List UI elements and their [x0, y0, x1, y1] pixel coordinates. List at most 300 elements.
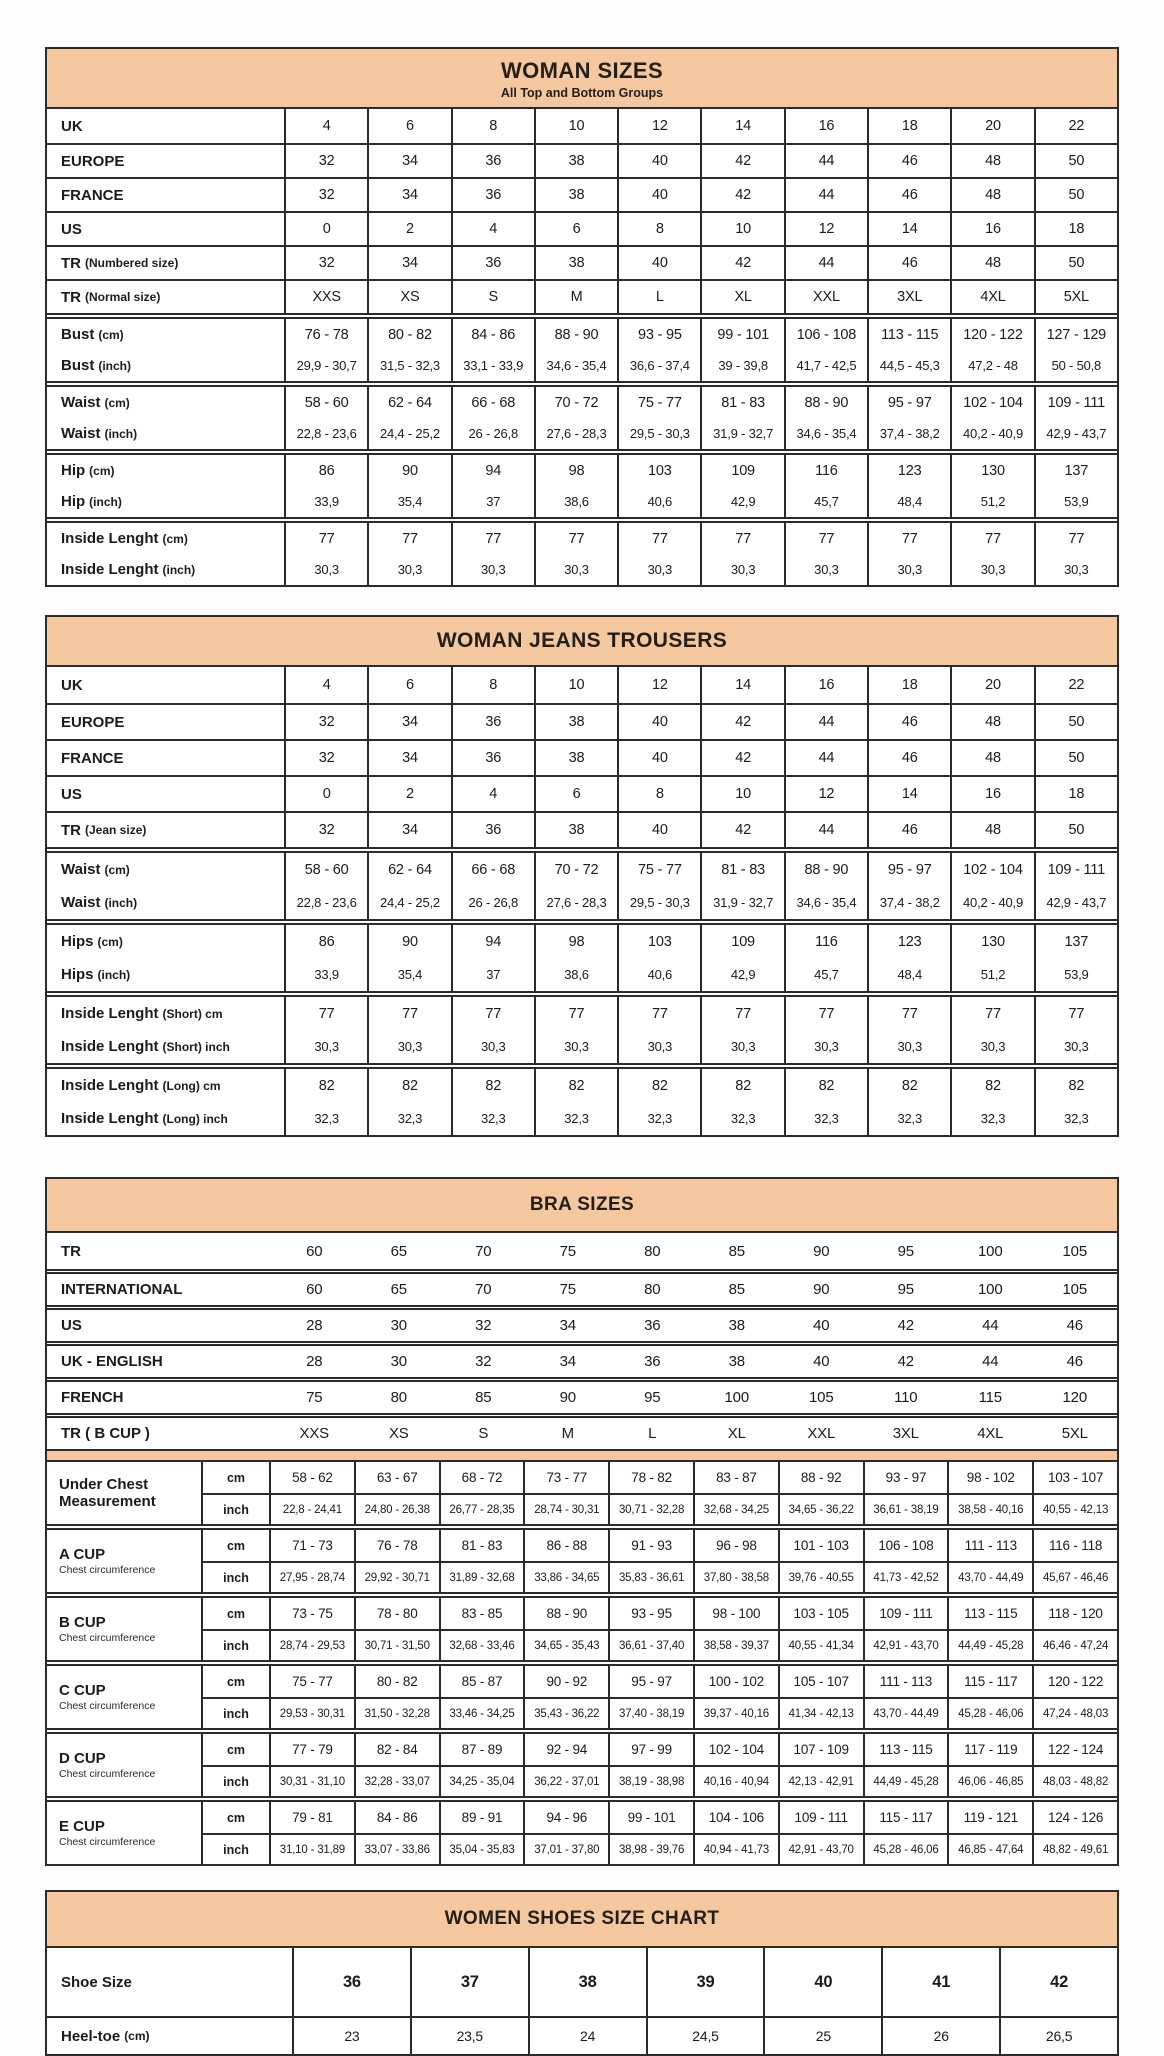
size-value: 102 - 104: [950, 853, 1033, 886]
size-value: 42,91 - 43,70: [863, 1631, 948, 1660]
size-value: 109 - 111: [1034, 853, 1117, 886]
size-value: 34: [559, 1317, 576, 1334]
woman-sizes-body: [47, 109, 1117, 585]
size-value: 8: [617, 213, 700, 245]
size-value: 70 - 72: [534, 853, 617, 886]
size-value: 77: [367, 523, 450, 554]
row-label: Bust (inch): [61, 357, 132, 374]
size-value: 42,9: [700, 486, 783, 517]
size-value: 96 - 98: [693, 1530, 778, 1561]
woman-jeans-table: [45, 615, 1119, 1137]
size-value: 42: [700, 145, 783, 177]
size-value: 94 - 96: [523, 1802, 608, 1833]
size-value: 95: [644, 1389, 661, 1406]
size-value: 109 - 111: [1034, 387, 1117, 418]
size-value: 39,76 - 40,55: [778, 1563, 863, 1592]
size-value: 36,6 - 37,4: [617, 350, 700, 381]
size-value: 38,98 - 39,76: [608, 1835, 693, 1864]
size-value: 38: [534, 741, 617, 775]
shoes-header: [47, 1892, 1117, 1948]
size-value: 44: [784, 145, 867, 177]
size-value: 75: [306, 1389, 323, 1406]
size-value: 37,01 - 37,80: [523, 1835, 608, 1864]
size-value: 40,6: [617, 486, 700, 517]
table-row-group: [47, 381, 1117, 449]
size-value: 36: [451, 145, 534, 177]
size-value: 85: [728, 1242, 745, 1260]
size-value: 46,06 - 46,85: [947, 1767, 1032, 1796]
size-value: XL: [727, 1425, 746, 1442]
size-value: 32,3: [534, 1102, 617, 1135]
row-label: C CUP Chest circumference: [47, 1666, 203, 1728]
size-value: 40,2 - 40,9: [950, 886, 1033, 919]
row-label: EUROPE: [61, 152, 125, 170]
size-value: 42: [700, 179, 783, 211]
size-value: 35,4: [367, 958, 450, 991]
size-value: 111 - 113: [947, 1530, 1032, 1561]
size-value: 31,9 - 32,7: [700, 886, 783, 919]
size-value: 38,19 - 38,98: [608, 1767, 693, 1796]
size-value: 45,7: [784, 486, 867, 517]
size-value: 2: [367, 213, 450, 245]
table-row: [203, 1561, 1117, 1592]
size-value: 30,3: [617, 1030, 700, 1063]
size-value: 92 - 94: [523, 1734, 608, 1765]
size-value: 44: [784, 741, 867, 775]
size-value: 48,4: [867, 486, 950, 517]
size-value: 44: [982, 1353, 999, 1370]
row-label: Shoe Size: [61, 1973, 132, 1991]
size-value: 90: [367, 455, 450, 486]
size-value: 12: [617, 109, 700, 143]
size-value: L: [648, 1425, 657, 1442]
size-value: 42: [700, 741, 783, 775]
size-value: 103 - 107: [1032, 1462, 1117, 1493]
size-value: 77: [700, 997, 783, 1030]
size-value: 34,65 - 36,22: [778, 1495, 863, 1524]
size-value: 26,77 - 28,35: [439, 1495, 524, 1524]
size-value: 40: [617, 145, 700, 177]
row-label: Inside Lenght (Long) inch: [61, 1110, 228, 1127]
size-value: 30,3: [950, 554, 1033, 585]
table-row: [47, 925, 1117, 958]
size-value: 14: [700, 109, 783, 143]
size-value: 75: [559, 1242, 576, 1260]
size-value: 82: [534, 1069, 617, 1102]
table-row: [203, 1493, 1117, 1524]
size-value: 30,71 - 31,50: [354, 1631, 439, 1660]
size-value: 82: [1034, 1069, 1117, 1102]
size-value: 51,2: [950, 486, 1033, 517]
size-value: 26 - 26,8: [451, 418, 534, 449]
size-value: 0: [284, 213, 367, 245]
size-value: 32,3: [700, 1102, 783, 1135]
size-value: 127 - 129: [1034, 319, 1117, 350]
size-value: 82: [284, 1069, 367, 1102]
size-value: 75: [559, 1281, 576, 1298]
size-value: 53,9: [1034, 958, 1117, 991]
size-value: 46,85 - 47,64: [947, 1835, 1032, 1864]
size-value: 34: [367, 247, 450, 279]
row-label: D CUP Chest circumference: [47, 1734, 203, 1796]
table-row: [47, 1305, 1117, 1341]
table-row-group: [47, 449, 1117, 517]
size-value: 120 - 122: [1032, 1666, 1117, 1697]
size-value: XS: [388, 1425, 409, 1442]
size-value: 90: [367, 925, 450, 958]
table-row: [47, 387, 1117, 418]
size-value: 28: [306, 1353, 323, 1370]
table-row: [47, 1413, 1117, 1449]
size-value: 6: [367, 109, 450, 143]
size-value: 123: [867, 925, 950, 958]
size-value: 62 - 64: [367, 387, 450, 418]
table-row: [47, 775, 1117, 811]
size-value: 37: [451, 958, 534, 991]
size-value: 48,82 - 49,61: [1032, 1835, 1117, 1864]
size-value: 95 - 97: [867, 387, 950, 418]
size-value: 82: [617, 1069, 700, 1102]
table-row-group: [47, 919, 1117, 991]
size-value: 32: [284, 247, 367, 279]
size-value: 48: [950, 247, 1033, 279]
size-value: 91 - 93: [608, 1530, 693, 1561]
size-value: 95 - 97: [608, 1666, 693, 1697]
size-value: 117 - 119: [947, 1734, 1032, 1765]
size-value: 30,3: [700, 1030, 783, 1063]
size-value: 42: [700, 705, 783, 739]
woman-jeans-title: WOMAN JEANS TROUSERS: [436, 629, 728, 652]
size-value: 122 - 124: [1032, 1734, 1117, 1765]
size-value: 42,9 - 43,7: [1034, 418, 1117, 449]
size-value: 8: [451, 667, 534, 703]
size-value: 42: [897, 1353, 914, 1370]
size-value: 73 - 77: [523, 1462, 608, 1493]
size-value: 82: [784, 1069, 867, 1102]
size-value: 45,67 - 46,46: [1032, 1563, 1117, 1592]
size-value: 62 - 64: [367, 853, 450, 886]
table-row: [203, 1598, 1117, 1629]
size-value: 23,5: [410, 2018, 528, 2054]
size-value: 77: [284, 997, 367, 1030]
unit-label: inch: [223, 1706, 249, 1721]
size-value: 30,3: [867, 1030, 950, 1063]
table-row: [47, 853, 1117, 886]
size-value: 24,5: [646, 2018, 764, 2054]
bra-sizes-header: [47, 1179, 1117, 1233]
row-label: UK: [61, 676, 83, 694]
table-row: [47, 739, 1117, 775]
table-row: [203, 1765, 1117, 1796]
table-row: [47, 997, 1117, 1030]
size-value: 36: [644, 1317, 661, 1334]
size-value: 30,3: [867, 554, 950, 585]
size-value: 89 - 91: [439, 1802, 524, 1833]
size-value: 88 - 92: [778, 1462, 863, 1493]
size-value: 76 - 78: [284, 319, 367, 350]
size-value: XS: [367, 281, 450, 313]
size-value: 44: [784, 705, 867, 739]
size-value: 12: [617, 667, 700, 703]
size-value: 33,9: [284, 958, 367, 991]
size-value: 36,61 - 37,40: [608, 1631, 693, 1660]
size-value: 84 - 86: [451, 319, 534, 350]
size-value: 32,68 - 33,46: [439, 1631, 524, 1660]
size-value: 98: [534, 455, 617, 486]
woman-sizes-subtitle: All Top and Bottom Groups: [500, 86, 664, 100]
row-label: Inside Lenght (Short) inch: [61, 1038, 230, 1055]
size-value: 75 - 77: [617, 853, 700, 886]
size-value: 33,07 - 33,86: [354, 1835, 439, 1864]
row-label: Hip (cm): [61, 462, 115, 479]
size-value: 47,2 - 48: [950, 350, 1033, 381]
size-value: 81 - 83: [700, 853, 783, 886]
size-value: 12: [784, 213, 867, 245]
size-value: 102 - 104: [950, 387, 1033, 418]
size-value: 41,73 - 42,52: [863, 1563, 948, 1592]
size-value: 29,53 - 30,31: [269, 1699, 354, 1728]
size-value: 36: [451, 179, 534, 211]
size-value: 45,28 - 46,06: [947, 1699, 1032, 1728]
size-value: 42,9 - 43,7: [1034, 886, 1117, 919]
row-label: B CUP Chest circumference: [47, 1598, 203, 1660]
size-value: 46: [1066, 1317, 1083, 1334]
size-value: 48,4: [867, 958, 950, 991]
size-value: 82: [367, 1069, 450, 1102]
size-value: XXL: [784, 281, 867, 313]
row-label: Inside Lenght (cm): [61, 530, 188, 547]
table-row: [203, 1802, 1117, 1833]
unit-label: cm: [226, 1538, 246, 1553]
size-value: 6: [534, 777, 617, 811]
size-value: 98 - 100: [693, 1598, 778, 1629]
size-value: 32,3: [367, 1102, 450, 1135]
size-value: 40: [617, 705, 700, 739]
table-row-group: [47, 991, 1117, 1063]
size-value: 58 - 62: [269, 1462, 354, 1493]
size-value: S: [451, 281, 534, 313]
size-value: 6: [534, 213, 617, 245]
size-value: 37,40 - 38,19: [608, 1699, 693, 1728]
size-value: 32: [475, 1317, 492, 1334]
size-value: 116: [784, 455, 867, 486]
size-value: 77: [367, 997, 450, 1030]
size-value: 79 - 81: [269, 1802, 354, 1833]
size-value: 18: [867, 667, 950, 703]
size-value: 46: [867, 179, 950, 211]
size-value: 4: [451, 777, 534, 811]
woman-sizes-header: [47, 49, 1117, 109]
unit-label: inch: [223, 1774, 249, 1789]
size-value: 33,46 - 34,25: [439, 1699, 524, 1728]
size-value: 103: [617, 455, 700, 486]
size-value: 120: [1062, 1389, 1087, 1406]
size-value: 35,4: [367, 486, 450, 517]
row-label: INTERNATIONAL: [61, 1281, 183, 1298]
size-value: 90 - 92: [523, 1666, 608, 1697]
size-value: 35,83 - 36,61: [608, 1563, 693, 1592]
table-row: [47, 319, 1117, 350]
size-value: 118 - 120: [1032, 1598, 1117, 1629]
bra-sizes-title: BRA SIZES: [529, 1194, 635, 1215]
size-value: 50: [1034, 705, 1117, 739]
cup-group: [47, 1728, 1117, 1796]
size-value: 30,3: [451, 554, 534, 585]
size-value: 77: [867, 997, 950, 1030]
size-value: 87 - 89: [439, 1734, 524, 1765]
size-value: 105 - 107: [778, 1666, 863, 1697]
size-value: 22: [1034, 667, 1117, 703]
size-value: XL: [700, 281, 783, 313]
size-value: 36: [451, 705, 534, 739]
size-value: 30: [390, 1317, 407, 1334]
shoes-body: [47, 1948, 1117, 2054]
unit-label: cm: [226, 1674, 246, 1689]
size-value: 75 - 77: [617, 387, 700, 418]
size-value: 10: [534, 667, 617, 703]
size-value: 14: [867, 213, 950, 245]
size-value: 48: [950, 145, 1033, 177]
size-value: 40: [617, 247, 700, 279]
size-value: 34,6 - 35,4: [534, 350, 617, 381]
size-value: 80 - 82: [354, 1666, 439, 1697]
size-value: 109 - 111: [863, 1598, 948, 1629]
table-row: [203, 1833, 1117, 1864]
table-row: [47, 1069, 1117, 1102]
size-value: 30,71 - 32,28: [608, 1495, 693, 1524]
size-value: 100: [724, 1389, 749, 1406]
size-value: 38,58 - 39,37: [693, 1631, 778, 1660]
size-value: 70: [475, 1242, 492, 1260]
size-value: 39 - 39,8: [700, 350, 783, 381]
table-row: [203, 1666, 1117, 1697]
size-value: 41,34 - 42,13: [778, 1699, 863, 1728]
size-value: 105: [1062, 1281, 1087, 1298]
size-value: 123: [867, 455, 950, 486]
size-value: 37,4 - 38,2: [867, 418, 950, 449]
size-value: 42: [897, 1317, 914, 1334]
table-row: [203, 1629, 1117, 1660]
size-value: 100 - 102: [693, 1666, 778, 1697]
size-value: 98 - 102: [947, 1462, 1032, 1493]
size-value: 20: [950, 667, 1033, 703]
size-value: 38: [534, 813, 617, 847]
size-value: 82: [950, 1069, 1033, 1102]
size-value: 94: [451, 925, 534, 958]
size-value: 37: [410, 1948, 528, 2016]
table-row: [47, 523, 1117, 554]
size-value: 85: [728, 1281, 745, 1298]
row-label: Under Chest Measurement: [47, 1462, 203, 1524]
size-value: 47,24 - 48,03: [1032, 1699, 1117, 1728]
size-value: 38,58 - 40,16: [947, 1495, 1032, 1524]
table-row: [203, 1462, 1117, 1493]
size-value: 32,68 - 34,25: [693, 1495, 778, 1524]
size-value: 32,3: [950, 1102, 1033, 1135]
size-value: 48: [950, 179, 1033, 211]
size-value: 38: [528, 1948, 646, 2016]
size-value: 65: [390, 1242, 407, 1260]
size-value: 66 - 68: [451, 387, 534, 418]
size-value: 31,50 - 32,28: [354, 1699, 439, 1728]
row-label: Waist (inch): [61, 894, 138, 911]
size-value: 30,3: [284, 554, 367, 585]
size-value: 8: [451, 109, 534, 143]
size-value: 16: [950, 777, 1033, 811]
unit-label: inch: [223, 1842, 249, 1857]
size-value: 0: [284, 777, 367, 811]
size-value: 30,3: [1034, 554, 1117, 585]
size-value: L: [617, 281, 700, 313]
size-value: 77: [617, 523, 700, 554]
row-label: TR: [61, 1242, 81, 1260]
size-value: 29,9 - 30,7: [284, 350, 367, 381]
size-value: 28: [306, 1317, 323, 1334]
size-value: 50: [1034, 741, 1117, 775]
size-value: 60: [306, 1242, 323, 1260]
size-value: 34: [367, 705, 450, 739]
size-value: 46: [867, 741, 950, 775]
size-value: 90: [813, 1281, 830, 1298]
row-label: FRANCE: [61, 749, 124, 767]
size-value: 18: [1034, 777, 1117, 811]
size-value: 32,3: [617, 1102, 700, 1135]
size-value: 63 - 67: [354, 1462, 439, 1493]
size-value: 34: [367, 741, 450, 775]
table-row: [47, 886, 1117, 919]
size-value: 3XL: [892, 1425, 919, 1442]
size-value: 104 - 106: [693, 1802, 778, 1833]
size-value: 115 - 117: [947, 1666, 1032, 1697]
size-value: 10: [700, 213, 783, 245]
size-value: 119 - 121: [947, 1802, 1032, 1833]
size-value: 32: [284, 705, 367, 739]
size-value: 77: [617, 997, 700, 1030]
size-value: 113 - 115: [863, 1734, 948, 1765]
size-value: 36: [292, 1948, 410, 2016]
size-value: 106 - 108: [863, 1530, 948, 1561]
size-value: 29,5 - 30,3: [617, 886, 700, 919]
size-value: 68 - 72: [439, 1462, 524, 1493]
size-value: 35,04 - 35,83: [439, 1835, 524, 1864]
size-value: 32,28 - 33,07: [354, 1767, 439, 1796]
size-value: 34,6 - 35,4: [784, 886, 867, 919]
size-value: M: [561, 1425, 574, 1442]
row-label: Inside Lenght (Long) cm: [61, 1077, 221, 1094]
size-value: 3XL: [867, 281, 950, 313]
size-value: 31,10 - 31,89: [269, 1835, 354, 1864]
size-value: 70 - 72: [534, 387, 617, 418]
size-value: 10: [534, 109, 617, 143]
size-value: 44,5 - 45,3: [867, 350, 950, 381]
size-value: 88 - 90: [784, 853, 867, 886]
size-value: 34: [367, 179, 450, 211]
size-value: 82: [451, 1069, 534, 1102]
size-value: 33,1 - 33,9: [451, 350, 534, 381]
size-value: 25: [763, 2018, 881, 2054]
size-value: 45,28 - 46,06: [863, 1835, 948, 1864]
size-value: 8: [617, 777, 700, 811]
size-value: 10: [700, 777, 783, 811]
woman-jeans-body: [47, 667, 1117, 1135]
size-value: 100: [978, 1281, 1003, 1298]
size-value: 90: [559, 1389, 576, 1406]
size-value: 113 - 115: [947, 1598, 1032, 1629]
row-label: Waist (cm): [61, 861, 130, 878]
size-value: 137: [1034, 925, 1117, 958]
size-value: 106 - 108: [784, 319, 867, 350]
size-value: 66 - 68: [451, 853, 534, 886]
